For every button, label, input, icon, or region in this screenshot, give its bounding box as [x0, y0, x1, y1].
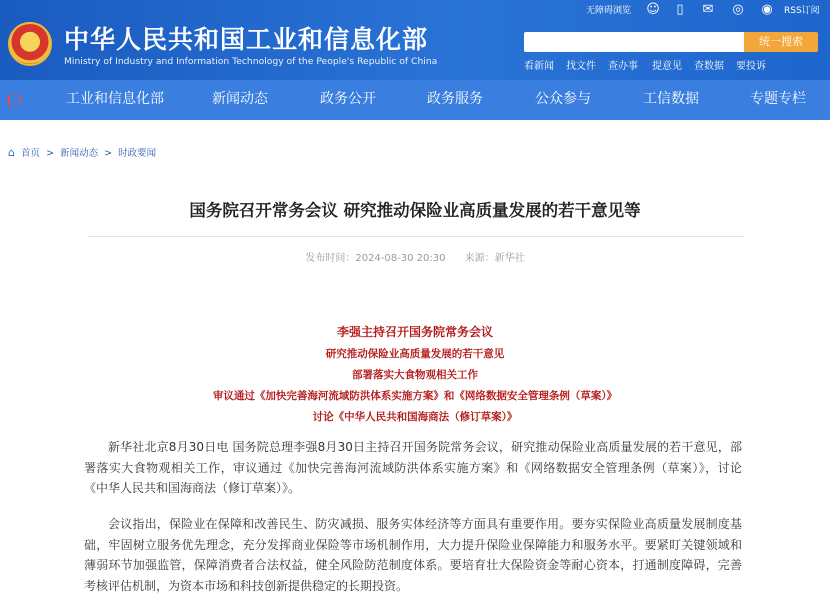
lead-line: 研究推动保险业高质量发展的若干意见: [325, 348, 505, 360]
article-source: 来源：新华社: [464, 253, 525, 264]
quick-link-news[interactable]: 看新闻: [524, 61, 554, 72]
mascot-icon[interactable]: ☺: [646, 2, 660, 17]
nav-item-topics[interactable]: 专题专栏: [750, 91, 806, 107]
nav-item-participation[interactable]: 公众参与: [535, 91, 591, 107]
wechat-icon[interactable]: ◎: [732, 2, 744, 17]
main-nav: [0, 80, 830, 120]
article-paragraph: 会议指出，保险业在保障和改善民生、防灾减损、服务实体经济等方面具有重要作用。要夯实保险业高质量发展制度基础，牢固树立服务优先理念，充分发挥商业保险等市场机制作用，大力提升保险业保障能力和服务水平。要紧盯关键领域和薄弱环节加强监管，保障消费者合法权益，健全风险防范制度体系。要培育壮大保险资金等耐心资本，打通制度障碍，完善考核评估机制，为资本市场和科技创新提供稳定的长期投资。: [84, 517, 742, 593]
nav-item-news[interactable]: 新闻动态: [212, 91, 268, 107]
search-button[interactable]: 统一搜索: [744, 32, 818, 52]
site-subtitle: Ministry of Industry and Information Technology of the People's Republic of China: [64, 56, 438, 67]
lead-line: 审议通过《加快完善海河流域防洪体系实施方案》和《网络数据安全管理条例（草案）》: [212, 390, 618, 402]
quick-link-files[interactable]: 找文件: [566, 61, 596, 72]
e-logo-icon[interactable]: ℮: [6, 88, 24, 112]
lead-line: 讨论《中华人民共和国海商法（修订草案）》: [312, 411, 518, 423]
breadcrumb-separator: >: [104, 148, 113, 159]
publish-time: 发布时间：2024-08-30 20:30: [305, 253, 446, 264]
article-title: 国务院召开常务会议 研究推动保险业高质量发展的若干意见等: [189, 201, 641, 220]
article-paragraph: 新华社北京8月30日电 国务院总理李强8月30日主持召开国务院常务会议，研究推动保险业高质量发展的若干意见，部署落实大食物观相关工作，审议通过《加快完善海河流域防洪体系实施方案》和《网络数据安全管理条例（草案）》，讨论《中华人民共和国海商法（修订草案）》。: [84, 440, 742, 495]
article-meta: [0, 249, 830, 264]
breadcrumb-home[interactable]: 首页: [21, 148, 41, 159]
mobile-icon[interactable]: ▯: [676, 2, 684, 17]
quick-link-data[interactable]: 查数据: [694, 61, 724, 72]
nav-item-services[interactable]: 政务服务: [427, 91, 483, 107]
nav-item-gov-affairs[interactable]: 政务公开: [320, 91, 376, 107]
weibo-icon[interactable]: ◉: [761, 2, 773, 17]
rss-link[interactable]: RSS订阅: [784, 6, 820, 16]
quick-link-feedback[interactable]: 提意见: [652, 61, 682, 72]
lead-line: 部署落实大食物观相关工作: [352, 369, 478, 381]
quick-link-complaint[interactable]: 要投诉: [736, 61, 766, 72]
breadcrumb: [8, 145, 159, 159]
title-divider: [88, 236, 744, 237]
breadcrumb-current[interactable]: 时政要闻: [118, 148, 157, 159]
breadcrumb-separator: >: [46, 148, 55, 159]
site-title[interactable]: 中华人民共和国工业和信息化部: [64, 25, 429, 54]
lead-line: 李强主持召开国务院常务会议: [336, 325, 493, 339]
nav-item-data[interactable]: 工信数据: [643, 91, 699, 107]
nav-item-ministry[interactable]: 工业和信息化部: [66, 91, 164, 107]
search-input[interactable]: [524, 32, 744, 52]
quick-link-services[interactable]: 查办事: [608, 61, 638, 72]
mail-icon[interactable]: ✉: [702, 2, 714, 17]
breadcrumb-news[interactable]: 新闻动态: [60, 148, 99, 159]
site-header: [0, 0, 830, 80]
national-emblem-icon: ★: [8, 22, 52, 66]
accessibility-link[interactable]: 无障碍浏览: [586, 6, 632, 16]
home-icon: ⌂: [8, 146, 15, 159]
